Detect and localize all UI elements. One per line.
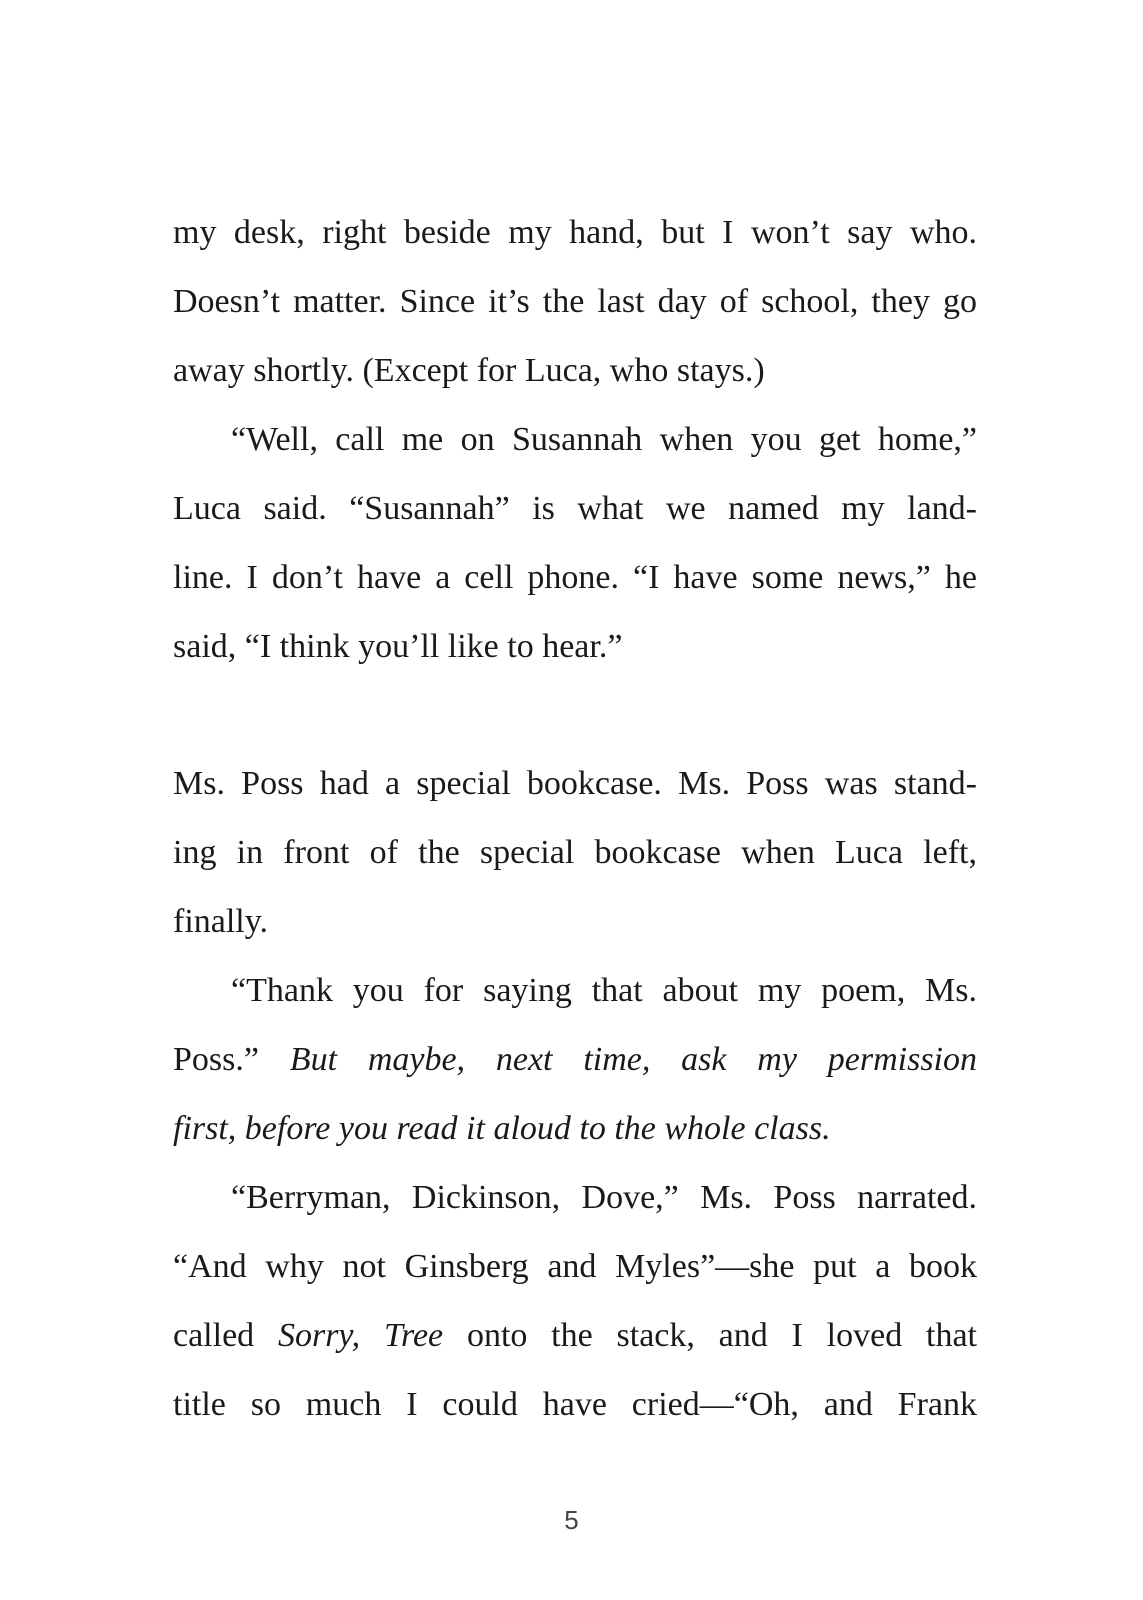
text-roman: Poss.”	[173, 1041, 259, 1078]
text-line: ing in front of the special bookcase when Luca left,	[173, 834, 977, 871]
text-line	[173, 1301, 977, 1370]
page-number: 5	[564, 1505, 579, 1535]
text-italic: But maybe, next time, ask my permission	[289, 1041, 977, 1078]
text-roman: onto the stack, and I loved that	[466, 1317, 977, 1354]
text-line: “Berryman, Dickinson, Dove,” Ms. Poss narrated.	[231, 1179, 977, 1216]
text-line: away shortly. (Except for Luca, who stays.)	[173, 352, 765, 389]
text-section-2	[173, 749, 977, 1439]
text-line: Doesn’t matter. Since it’s the last day of school, they go	[173, 283, 977, 320]
text-line: “Well, call me on Susannah when you get home,”	[231, 421, 977, 458]
book-title-italic: Sorry, Tree	[277, 1317, 444, 1354]
text-line: said, “I think you’ll like to hear.”	[173, 628, 623, 665]
text-line: title so much I could have cried—“Oh, and Frank	[173, 1386, 977, 1423]
text-line: my desk, right beside my hand, but I won’t say who.	[173, 214, 977, 251]
paragraph-poets	[173, 1163, 977, 1439]
text-italic: first, before you read it aloud to the whole class.	[173, 1110, 831, 1147]
text-line: line. I don’t have a cell phone. “I have some news,” he	[173, 559, 977, 596]
text-line	[173, 1025, 977, 1094]
paragraph-continuation	[173, 198, 977, 405]
text-section-1	[173, 198, 977, 681]
paragraph-luca-call	[173, 405, 977, 681]
text-line: “And why not Ginsberg and Myles”—she put a book	[173, 1248, 977, 1285]
paragraph-thank-you	[173, 956, 977, 1163]
text-line	[173, 1094, 977, 1163]
text-line: Ms. Poss had a special bookcase. Ms. Poss was stand-	[173, 765, 977, 802]
text-line: finally.	[173, 903, 269, 940]
text-line: Luca said. “Susannah” is what we named my land-	[173, 490, 977, 527]
text-roman: called	[173, 1317, 255, 1354]
paragraph-bookcase	[173, 749, 977, 956]
text-line: “Thank you for saying that about my poem, Ms.	[231, 972, 977, 1009]
